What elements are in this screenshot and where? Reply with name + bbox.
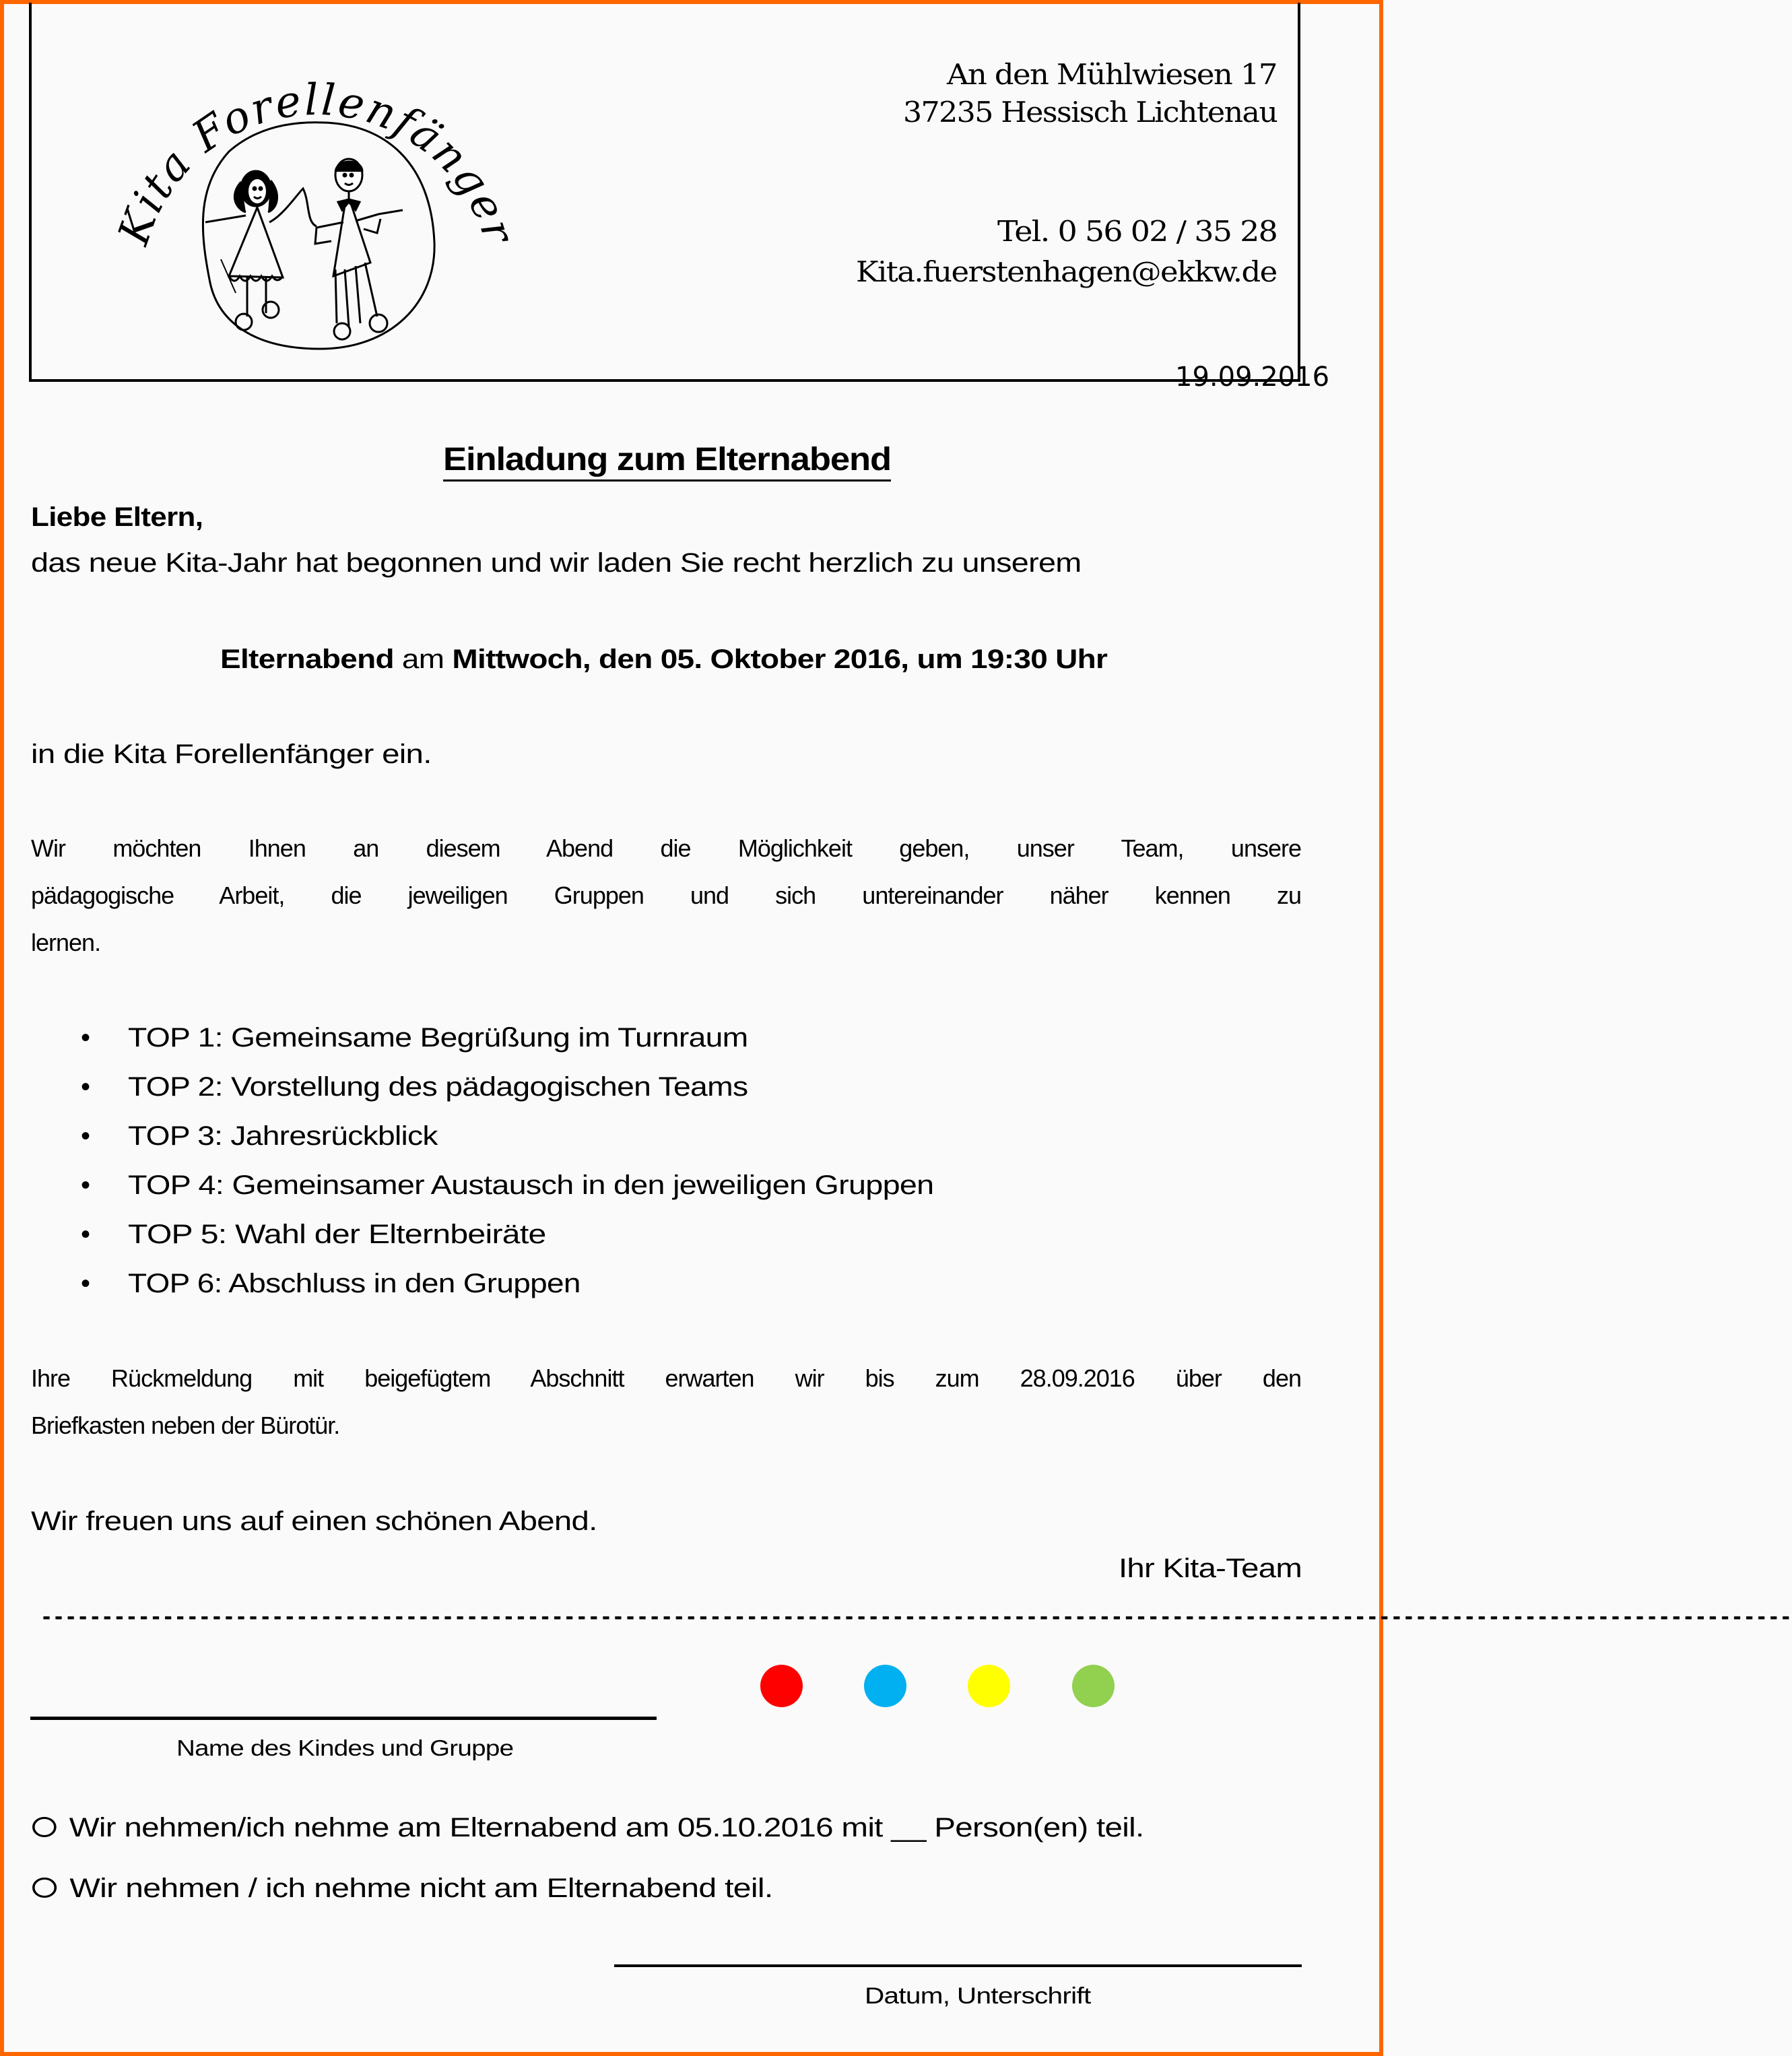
- address-city: 37235 Hessisch Lichtenau: [902, 96, 1277, 129]
- paragraph-line: lernen.: [31, 929, 101, 956]
- agenda-list: [0, 1014, 1077, 1308]
- agenda-item-text: TOP 3: Jahresrückblick: [128, 1121, 438, 1151]
- paragraph-line: Ihre Rückmeldung mit beigefügtem Abschnitt erwarten wir bis zum 28.09.2016 über den: [31, 1364, 1301, 1392]
- radio-circle-icon[interactable]: [32, 1817, 57, 1837]
- agenda-item-text: TOP 2: Vorstellung des pädagogischen Teams: [128, 1072, 748, 1102]
- agenda-item-text: TOP 1: Gemeinsame Begrüßung im Turnraum: [128, 1023, 748, 1053]
- closing-text: Wir freuen uns auf einen schönen Abend.: [31, 1506, 597, 1536]
- child-name-input-line[interactable]: [30, 1717, 657, 1720]
- response-paragraph: [31, 1355, 1301, 1449]
- boy-figure-icon: [315, 159, 403, 339]
- location-text: in die Kita Forellenfänger ein.: [31, 739, 432, 769]
- bullet-icon: •: [81, 1023, 90, 1053]
- agenda-item: [0, 1210, 1077, 1259]
- agenda-item: [0, 1014, 1077, 1063]
- agenda-item-text: TOP 6: Abschluss in den Gruppen: [128, 1269, 580, 1298]
- paragraph-line: pädagogische Arbeit, die jeweiligen Gruppen und sich untereinander näher kennen zu: [31, 882, 1301, 909]
- radio-circle-icon[interactable]: [32, 1878, 57, 1898]
- bullet-icon: •: [81, 1121, 90, 1151]
- agenda-item: [0, 1063, 1077, 1112]
- option-attend[interactable]: [32, 1812, 1143, 1844]
- bullet-icon: •: [81, 1170, 90, 1200]
- agenda-item: [0, 1161, 1077, 1210]
- bullet-icon: •: [81, 1072, 90, 1102]
- group-dot-red: [760, 1665, 803, 1707]
- paragraph-line: Wir möchten Ihnen an diesem Abend die Möglichkeit geben, unser Team, unsere: [31, 834, 1301, 862]
- paragraph-line: Briefkasten neben der Bürotür.: [31, 1412, 340, 1439]
- bullet-icon: •: [81, 1220, 90, 1249]
- salutation: Liebe Eltern,: [31, 502, 203, 532]
- signature-input-line[interactable]: [614, 1964, 1302, 1967]
- agenda-item-text: TOP 4: Gemeinsamer Austausch in den jeweiligen Gruppen: [128, 1170, 934, 1200]
- logo-oval: [203, 123, 434, 349]
- group-dot-green: [1072, 1665, 1115, 1707]
- cut-line: ------------------------------------------------------------------------------------------------------------------------------------------------: [40, 1605, 1792, 1629]
- kita-logo: [101, 67, 519, 364]
- phone-number: Tel. 0 56 02 / 35 28: [997, 215, 1277, 248]
- signoff: Ihr Kita-Team: [1118, 1554, 1302, 1583]
- kita-logo-drawing: [101, 67, 519, 364]
- letter-title: Einladung zum Elternabend: [443, 440, 891, 482]
- girl-figure-icon: [205, 171, 317, 330]
- option-decline[interactable]: [32, 1872, 773, 1904]
- intro-text: das neue Kita-Jahr hat begonnen und wir laden Sie recht herzlich zu unserem: [31, 548, 1082, 578]
- email-address[interactable]: Kita.fuerstenhagen@ekkw.de: [856, 255, 1277, 288]
- group-dot-blue: [864, 1665, 906, 1707]
- child-name-label: Name des Kindes und Gruppe: [176, 1735, 514, 1760]
- event-label: Elternabend: [220, 644, 394, 674]
- signature-label: Datum, Unterschrift: [865, 1983, 1091, 2009]
- event-connector: am: [393, 644, 453, 674]
- intro-paragraph: [31, 825, 1301, 966]
- event-datetime: Mittwoch, den 05. Oktober 2016, um 19:30 Uhr: [452, 644, 1108, 674]
- event-line: [220, 643, 1107, 675]
- agenda-item-text: TOP 5: Wahl der Elternbeiräte: [128, 1220, 546, 1249]
- header-date: 19.09.2016: [1175, 362, 1330, 393]
- group-dot-yellow: [968, 1665, 1010, 1707]
- agenda-item: [0, 1259, 1077, 1308]
- option-attend-label: Wir nehmen/ich nehme am Elternabend am 05.10.2016 mit __ Person(en) teil.: [69, 1813, 1144, 1843]
- agenda-item: [0, 1112, 1077, 1161]
- logo-text: Kita Forellenfänge: [108, 75, 516, 251]
- address-street: An den Mühlwiesen 17: [947, 58, 1277, 91]
- option-decline-label: Wir nehmen / ich nehme nicht am Elternabend teil.: [69, 1873, 773, 1903]
- bullet-icon: •: [81, 1269, 90, 1298]
